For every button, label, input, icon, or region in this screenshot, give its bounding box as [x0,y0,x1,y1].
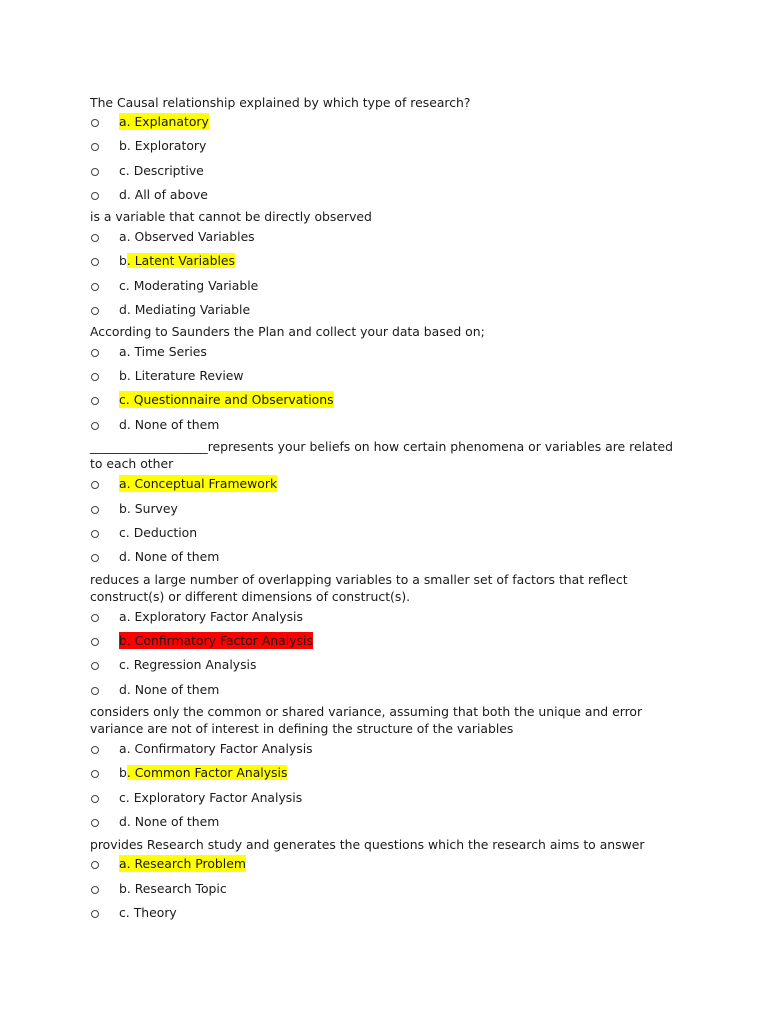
option-label: a. Confirmatory Factor Analysis [119,740,313,756]
option-2b[interactable] [91,251,235,269]
option-1b[interactable] [91,136,206,154]
option-5a[interactable] [91,607,303,625]
radio-button-icon[interactable] [91,886,99,894]
option-label: d. None of them [119,548,220,564]
radio-button-icon[interactable] [91,119,99,127]
question-1-text: The Causal relationship explained by which type of research? [90,95,471,110]
radio-button-icon[interactable] [91,168,99,176]
option-label: d. Mediating Variable [119,301,251,317]
option-label: b. Survey [119,500,178,516]
radio-button-icon[interactable] [91,307,99,315]
option-6a[interactable] [91,739,313,757]
radio-button-icon[interactable] [91,861,99,869]
option-5b[interactable] [91,631,313,649]
option-7c[interactable] [91,903,177,921]
option-label: c. Questionnaire and Observations [119,391,334,407]
question-2-text: is a variable that cannot be directly observed [90,209,372,224]
option-7b[interactable] [91,879,227,897]
radio-button-icon[interactable] [91,283,99,291]
radio-button-icon[interactable] [91,397,99,405]
radio-button-icon[interactable] [91,234,99,242]
radio-button-icon[interactable] [91,819,99,827]
radio-button-icon[interactable] [91,258,99,266]
option-label: c. Regression Analysis [119,656,257,672]
radio-button-icon[interactable] [91,770,99,778]
radio-button-icon[interactable] [91,422,99,430]
option-label: a. Exploratory Factor Analysis [119,608,303,624]
radio-button-icon[interactable] [91,192,99,200]
option-4a[interactable] [91,474,277,492]
option-1c[interactable] [91,161,204,179]
option-4b[interactable] [91,499,178,517]
question-6-text: considers only the common or shared variance, assuming that both the unique and error variance are not of interest in defining the structure of the variables [90,704,643,736]
option-label: d. None of them [119,416,220,432]
option-label: a. Research Problem [119,855,246,871]
radio-button-icon[interactable] [91,795,99,803]
question-4-text: ___________________represents your beliefs on how certain phenomena or variables are related to each other [90,439,673,471]
radio-button-icon[interactable] [91,746,99,754]
option-label: a. Time Series [119,343,207,359]
option-3d[interactable] [91,415,219,433]
question-5-text: reduces a large number of overlapping variables to a smaller set of factors that reflect construct(s) or different dimensions of construct(s). [90,572,628,604]
option-label: c. Exploratory Factor Analysis [119,789,303,805]
option-label: c. Moderating Variable [119,277,259,293]
option-4c[interactable] [91,523,197,541]
option-label: c. Deduction [119,524,198,540]
radio-button-icon[interactable] [91,481,99,489]
radio-button-icon[interactable] [91,662,99,670]
option-label: a. Observed Variables [119,228,255,244]
option-label: b. Research Topic [119,880,227,896]
option-3c[interactable] [91,390,334,408]
option-3b[interactable] [91,366,244,384]
option-2a[interactable] [91,227,255,245]
option-label: c. Theory [119,904,177,920]
option-1d[interactable] [91,185,208,203]
question-3-text: According to Saunders the Plan and collect your data based on; [90,324,485,339]
radio-button-icon[interactable] [91,506,99,514]
option-label: b. Latent Variables [119,252,236,268]
option-label: d. All of above [119,186,208,202]
option-2d[interactable] [91,300,250,318]
option-2c[interactable] [91,276,258,294]
radio-button-icon[interactable] [91,143,99,151]
option-label: c. Descriptive [119,162,204,178]
option-label: b. Literature Review [119,367,244,383]
radio-button-icon[interactable] [91,638,99,646]
option-6d[interactable] [91,812,219,830]
option-label: b. Exploratory [119,137,207,153]
radio-button-icon[interactable] [91,614,99,622]
option-label: b. Confirmatory Factor Analysis [119,632,313,648]
radio-button-icon[interactable] [91,687,99,695]
option-5d[interactable] [91,680,219,698]
radio-button-icon[interactable] [91,373,99,381]
question-7-text: provides Research study and generates the questions which the research aims to answer [90,837,645,852]
option-3a[interactable] [91,342,207,360]
option-label: d. None of them [119,681,220,697]
radio-button-icon[interactable] [91,530,99,538]
radio-button-icon[interactable] [91,554,99,562]
option-label: a. Explanatory [119,113,209,129]
option-4d[interactable] [91,547,219,565]
option-6b[interactable] [91,763,287,781]
option-1a[interactable] [91,112,209,130]
option-6c[interactable] [91,788,302,806]
radio-button-icon[interactable] [91,910,99,918]
option-label: a. Conceptual Framework [119,475,278,491]
option-7a[interactable] [91,854,246,872]
option-label: d. None of them [119,813,220,829]
radio-button-icon[interactable] [91,349,99,357]
option-label: b. Common Factor Analysis [119,764,288,780]
option-5c[interactable] [91,655,256,673]
